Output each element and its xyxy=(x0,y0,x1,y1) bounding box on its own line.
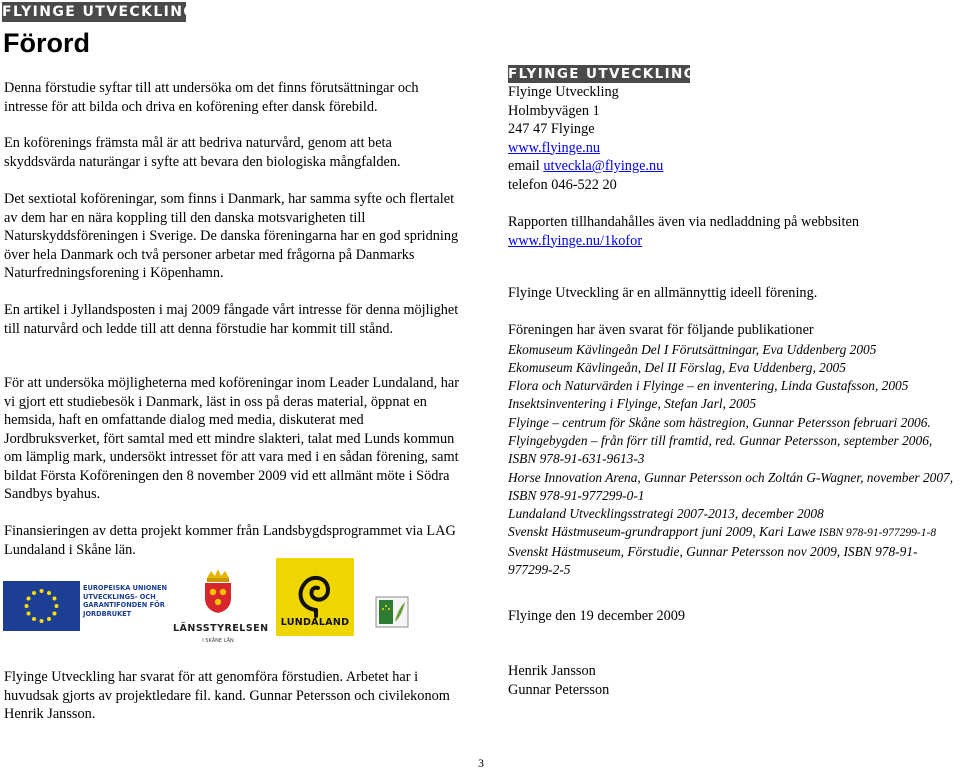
nonprofit-text: Flyinge Utveckling är en allmännyttig ideell förening. xyxy=(508,285,818,301)
download-link[interactable]: www.flyinge.nu/1kofor xyxy=(508,232,643,249)
signatures xyxy=(508,662,958,699)
eu-star-icon xyxy=(47,591,51,595)
website-link[interactable]: www.flyinge.nu xyxy=(508,139,600,156)
leader-logo-icon xyxy=(375,596,409,628)
publication-item: Ekomuseum Kävlingeån, Del II Förslag, Eva Uddenberg, 2005 xyxy=(508,359,846,375)
eu-star-icon xyxy=(47,617,51,621)
publication-item: Flora och Naturvärden i Flyinge – en inventering, Linda Gustafsson, 2005 xyxy=(508,378,909,394)
paragraph-financing: Finansieringen av detta projekt kommer från Landsbygdsprogrammet via LAG Lundaland i Skåne län. xyxy=(4,523,456,558)
page-number: 3 xyxy=(478,756,484,770)
lansstyrelsen-subtext: I SKÅNE LÄN xyxy=(202,638,234,644)
publication-item: Horse Innovation Arena, Gunnar Petersson och Zoltán G-Wagner, november 2007, xyxy=(508,469,954,485)
eu-star-icon xyxy=(32,591,36,595)
publication-item: ISBN 978-91-631-9613-3 xyxy=(508,451,645,467)
flyinge-logo: FLYINGE UTVECKLING xyxy=(2,4,197,20)
eu-star-icon xyxy=(52,612,56,616)
publication-item: Flyinge – centrum för Skåne som hästregion, Gunnar Petersson februari 2006. xyxy=(508,414,931,430)
crown-shield-icon xyxy=(201,568,235,614)
publication-item: Flyingebygden – från förr till framtid, red. Gunnar Petersson, september 2006, xyxy=(508,432,933,448)
email-label: email xyxy=(508,158,540,174)
publication-item: Svenskt Hästmuseum-grundrapport juni 2009, Kari Lawe ISBN 978-91-977299-1-8 xyxy=(508,524,937,540)
eu-star-icon xyxy=(27,597,31,601)
contact-block xyxy=(508,83,958,194)
lansstyrelsen-text: LÄNSSTYRELSEN xyxy=(173,623,269,634)
paragraph-goal: En koförenings främsta mål är att bedriva naturvård, genom att beta skyddsvärda naturängar i syfte att bevara den biologiska mångfalden. xyxy=(4,135,401,170)
sponsor-logos xyxy=(3,556,413,644)
publication-item: Svenskt Hästmuseum, Förstudie, Gunnar Petersson nov 2009, ISBN 978-91-977299-2-5 xyxy=(508,543,918,578)
download-block xyxy=(508,213,958,250)
publication-item: Lundaland Utvecklingsstrategi 2007-2013, december 2008 xyxy=(508,506,824,522)
eu-star-icon xyxy=(52,597,56,601)
eu-star-icon xyxy=(40,589,44,593)
eu-star-icon xyxy=(32,617,36,621)
lansstyrelsen-logo xyxy=(173,568,269,644)
signature-gunnar: Gunnar Petersson xyxy=(508,681,610,698)
eu-star-icon xyxy=(25,604,29,608)
paragraph-investigation: För att undersöka möjligheterna med koföreningar inom Leader Lundaland, har vi gjort ett studiebesök i Danmark, läst in oss på deras material, öppnat en hemsida, haft en omfattande dialog med media, diskuterat med Jordbruksverket, fört samtal med ett mindre slakteri, talat med Lunds kommun om lämplig mark, undersökt intresset för att vara med i en sådan förening, samt bildat Första Koföreningen den 8 november 2009 vid ett allmänt möte i Södra Sandbys byahus. xyxy=(4,375,459,502)
publications-heading: Föreningen har även svarat för följande publikationer xyxy=(508,322,814,338)
publication-item: Insektsinventering i Flyinge, Stefan Jarl, 2005 xyxy=(508,396,757,412)
download-text: Rapporten tillhandahålles även via nedladdning på webbsiten xyxy=(508,214,859,230)
eu-star-icon xyxy=(55,604,59,608)
paragraph-purpose: Denna förstudie syftar till att undersöka om det finns förutsättningar och intresse för att bilda och driva en koförening efter dansk förebild. xyxy=(4,80,419,115)
email-line xyxy=(508,157,958,176)
page-title: Förord xyxy=(3,28,90,58)
email-link[interactable]: utveckla@flyinge.nu xyxy=(543,158,664,174)
eu-star-icon xyxy=(40,619,44,623)
publications-block xyxy=(508,321,958,579)
eu-flag-icon xyxy=(3,581,80,631)
street-address: Holmbyvägen 1 xyxy=(508,102,600,119)
paragraph-danish-associations: Det sextiotal koföreningar, som finns i Danmark, har samma syfte och flertalet av dem har en nära koppling till den danska motsvarigheten till Naturskyddsföreningen i Sverige. De danska föreningarna har en god spridning över hela Danmark och två personer arbetar med frågorna på Danmarks Naturfredningsforening i Köpenhamn. xyxy=(4,191,459,281)
publication-list xyxy=(508,341,958,524)
phone-line: telefon 046-522 20 xyxy=(508,176,617,193)
flyinge-logo-right: FLYINGE UTVECKLING xyxy=(508,66,697,82)
paragraph-responsibility: Flyinge Utveckling har svarat för att genomföra förstudien. Arbetet har i huvudsak gjorts av projektledare fil. kand. Gunnar Petersson och civilekonom Henrik Jansson. xyxy=(4,669,450,722)
eu-fund-text: EUROPEISKA UNIONEN UTVECKLINGS- OCH GARANTIFONDEN FÖR JORDBRUKET xyxy=(83,584,168,618)
signature-henrik: Henrik Jansson xyxy=(508,663,596,679)
publication-item: Ekomuseum Kävlingeån Del I Förutsättningar, Eva Uddenberg 2005 xyxy=(508,341,877,357)
publication-item: ISBN 978-91-977299-0-1 xyxy=(508,487,645,503)
date-line: Flyinge den 19 december 2009 xyxy=(508,608,686,624)
eu-star-icon xyxy=(27,612,31,616)
org-name: Flyinge Utveckling xyxy=(508,84,619,100)
lundaland-logo xyxy=(276,558,354,636)
postal-address: 247 47 Flyinge xyxy=(508,121,595,137)
lundaland-text: LUNDALAND xyxy=(280,616,350,628)
paragraph-article: En artikel i Jyllandsposten i maj 2009 fångade vårt intresse för denna möjlighet till naturvård och ledde till att denna förstudie har kommit till stånd. xyxy=(4,302,459,337)
